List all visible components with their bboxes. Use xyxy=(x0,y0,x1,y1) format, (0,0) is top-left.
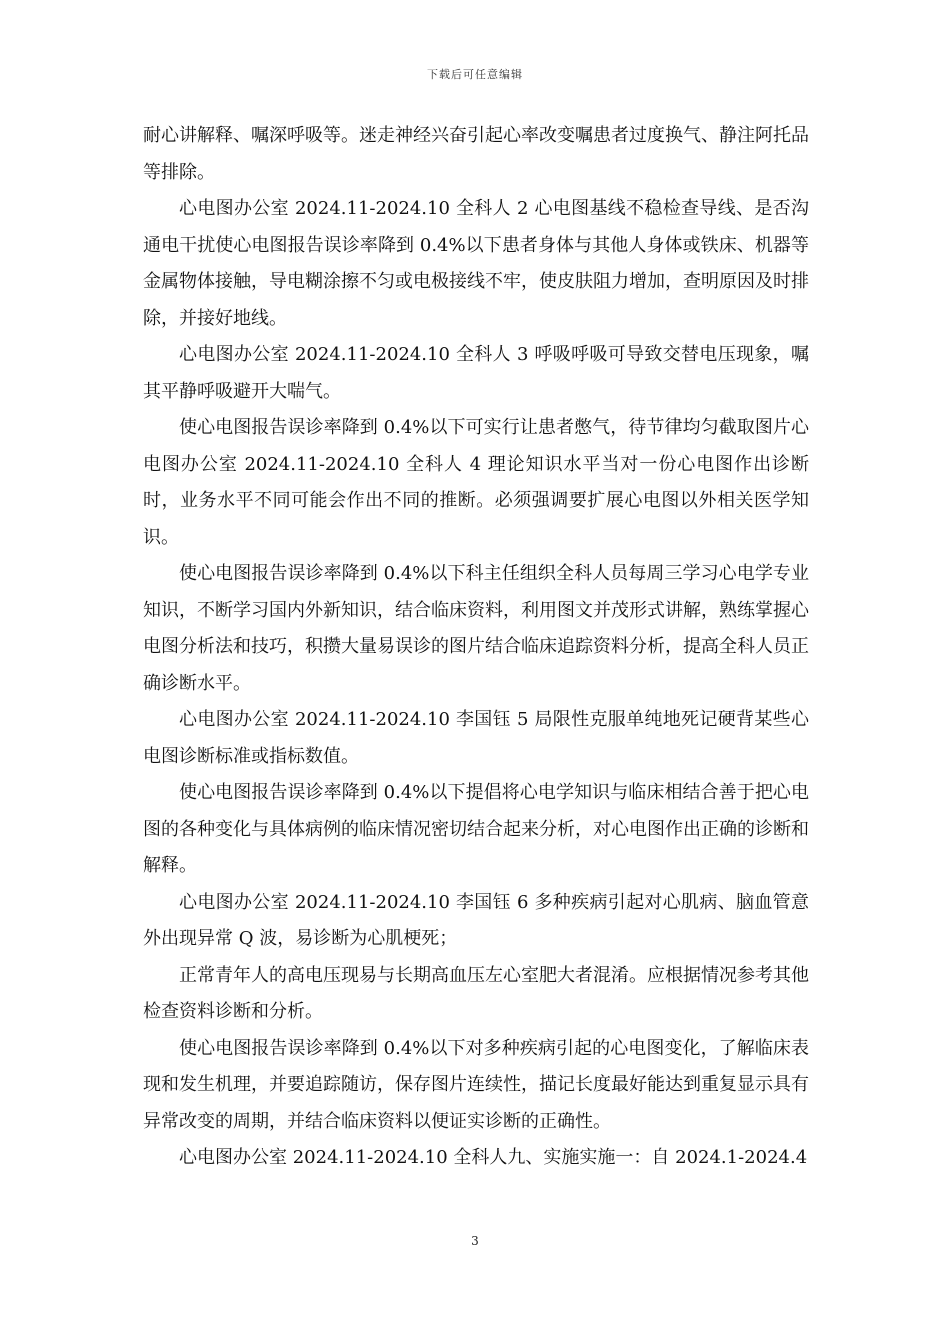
document-body xyxy=(143,118,809,1177)
page-number: 3 xyxy=(471,1234,479,1248)
paragraph-5: 使心电图报告误诊率降到 0.4%以下科主任组织全科人员每周三学习心电学专业知识，不断学习国内外新知识，结合临床资料，利用图文并茂形式讲解，熟练掌握心电图分析法和技巧，积攒大量易误诊的图片结合临床追踪资料分析，提高全科人员正确诊断水平。 xyxy=(143,563,809,694)
paragraph-6: 心电图办公室 2024.11-2024.10 李国钰 5 局限性克服单纯地死记硬背某些心电图诊断标准或指标数值。 xyxy=(143,709,809,767)
paragraph-8: 心电图办公室 2024.11-2024.10 李国钰 6 多种疾病引起对心肌病、脑血管意外出现异常 Q 波，易诊断为心肌梗死； xyxy=(143,891,809,949)
page-header: 下载后可任意编辑 xyxy=(427,68,523,81)
paragraph-11: 心电图办公室 2024.11-2024.10 全科人九、实施实施一：自 2024.1-2024.4 xyxy=(179,1147,808,1168)
paragraph-7: 使心电图报告误诊率降到 0.4%以下提倡将心电学知识与临床相结合善于把心电图的各种变化与具体病例的临床情况密切结合起来分析，对心电图作出正确的诊断和解释。 xyxy=(143,782,809,876)
paragraph-2: 心电图办公室 2024.11-2024.10 全科人 2 心电图基线不稳检查导线、是否沟通电干扰使心电图报告误诊率降到 0.4%以下患者身体与其他人身体或铁床、机器等金属物体接触，导电糊涂擦不匀或电极接线不牢，使皮肤阻力增加，查明原因及时排除，并接好地线。 xyxy=(143,198,809,329)
paragraph-1: 耐心讲解释、嘱深呼吸等。迷走神经兴奋引起心率改变嘱患者过度换气、静注阿托品等排除。 xyxy=(143,125,809,183)
paragraph-10: 使心电图报告误诊率降到 0.4%以下对多种疾病引起的心电图变化，了解临床表现和发生机理，并要追踪随访，保存图片连续性，描记长度最好能达到重复显示具有异常改变的周期，并结合临床资料以便证实诊断的正确性。 xyxy=(143,1037,809,1132)
paragraph-9: 正常青年人的高电压现易与长期高血压左心室肥大者混淆。应根据情况参考其他检查资料诊断和分析。 xyxy=(143,964,809,1022)
paragraph-4: 使心电图报告误诊率降到 0.4%以下可实行让患者憋气，待节律均匀截取图片心电图办公室 2024.11-2024.10 全科人 4 理论知识水平当对一份心电图作出诊断时，业务水平不同可能会作出不同的推断。必须强调要扩展心电图以外相关医学知识。 xyxy=(143,417,809,548)
paragraph-3: 心电图办公室 2024.11-2024.10 全科人 3 呼吸呼吸可导致交替电压现象，嘱其平静呼吸避开大喘气。 xyxy=(143,344,809,402)
